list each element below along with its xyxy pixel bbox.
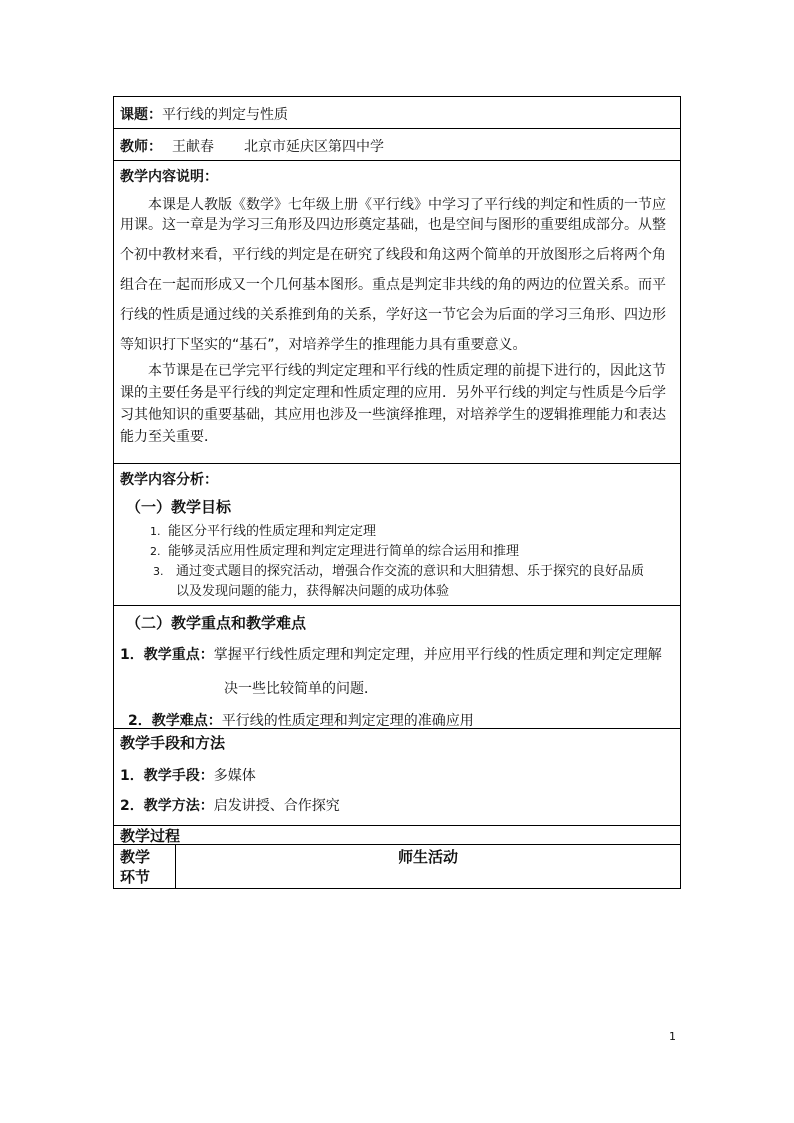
paragraph-line: 等知识打下坚实的“基石”，对培养学生的推理能力具有重要意义。 [120,337,527,353]
teacher-school: 北京市延庆区第四中学 [244,139,384,155]
list-item [120,522,672,542]
list-text: 能够灵活应用性质定理和判定定理进行简单的综合运用和推理 [168,544,520,559]
key-point-text: 掌握平行线性质定理和判定定理，并应用平行线的性质定理和判定定理解 [213,647,662,663]
list-text: 能区分平行线的性质定理和判定定理 [168,524,377,539]
title-label: 课题： [120,107,162,123]
paragraph-line: 本节课是在已学完平行线的判定定理和平行线的性质定理的前提下进行的，因此这节 [148,363,666,379]
description-paragraph-1 [120,195,672,355]
difficult-point-label: 2．教学难点： [128,713,222,729]
list-text: 以及发现问题的能力，获得解决问题的成功体验 [176,584,450,599]
teaching-method-value: 启发讲授、合作探究 [213,798,340,814]
teaching-means-label: 1．教学手段： [120,768,214,784]
activity-column-header: 师生活动 [397,848,458,866]
teaching-means [120,765,672,787]
list-number: 2. [150,545,161,558]
paragraph-line: 能力至关重要． [120,429,218,445]
list-item-continuation [120,582,672,602]
difficult-point-text: 平行线的性质定理和判定定理的准确应用 [221,713,474,729]
stage-header-line-1: 教学 [120,848,151,866]
lesson-plan-table [113,96,681,889]
page-number: 1 [669,1030,676,1043]
objectives-list [120,522,672,602]
stage-column-header [114,845,176,888]
list-number: 1. [150,525,161,538]
list-item [120,542,672,562]
keypoints-heading: （二）教学重点和教学难点 [126,614,307,632]
key-point-continuation: 决一些比较简单的问题． [224,681,378,697]
list-item [120,562,672,582]
teaching-means-value: 多媒体 [213,768,256,784]
objectives-heading: （一）教学目标 [126,498,232,516]
teacher-row [114,129,680,161]
description-paragraph-2 [120,361,672,447]
stage-header-line-2: 环节 [120,868,151,886]
process-table-header [114,845,680,888]
list-number: 3. [153,565,164,578]
description-heading: 教学内容说明： [120,169,218,185]
teaching-method [120,795,672,817]
methods-heading: 教学手段和方法 [120,734,226,752]
analysis-heading: 教学内容分析： [120,472,218,488]
list-text: 通过变式题目的探究活动，增强合作交流的意识和大胆猜想、乐于探究的良好品质 [176,564,645,579]
teaching-method-label: 2．教学方法： [120,798,214,814]
description-section [114,161,680,464]
paragraph-line: 行线的性质是通过线的关系推到角的关系，学好这一节它会为后面的学习三角形、四边形 [120,307,666,323]
teacher-name: 王献春 [172,139,214,155]
paragraph-line: 个初中教材来看，平行线的判定是在研究了线段和角这两个简单的开放图形之后将两个角 [120,247,666,263]
title-row [114,97,680,129]
title-value: 平行线的判定与性质 [162,107,288,123]
paragraph-line: 组合在一起而形成又一个几何基本图形。重点是判定非共线的角的两边的位置关系。而平 [120,277,666,293]
paragraph-line: 课的主要任务是平行线的判定定理和性质定理的应用．另外平行线的判定与性质是今后学 [120,385,666,401]
paragraph-line: 本课是人教版《数学》七年级上册《平行线》中学习了平行线的判定和性质的一节应 [148,197,666,213]
keypoints-section [114,606,680,729]
methods-section [114,729,680,826]
paragraph-line: 用课。这一章是为学习三角形及四边形奠定基础，也是空间与图形的重要组成部分。从整 [120,217,666,233]
teacher-label: 教师： [120,139,162,155]
analysis-section [114,464,680,606]
paragraph-line: 习其他知识的重要基础，其应用也涉及一些演绎推理，对培养学生的逻辑推理能力和表达 [120,407,666,423]
process-row [114,826,680,845]
key-point [120,644,672,666]
key-point-label: 1．教学重点： [120,647,214,663]
process-heading: 教学过程 [120,827,181,845]
